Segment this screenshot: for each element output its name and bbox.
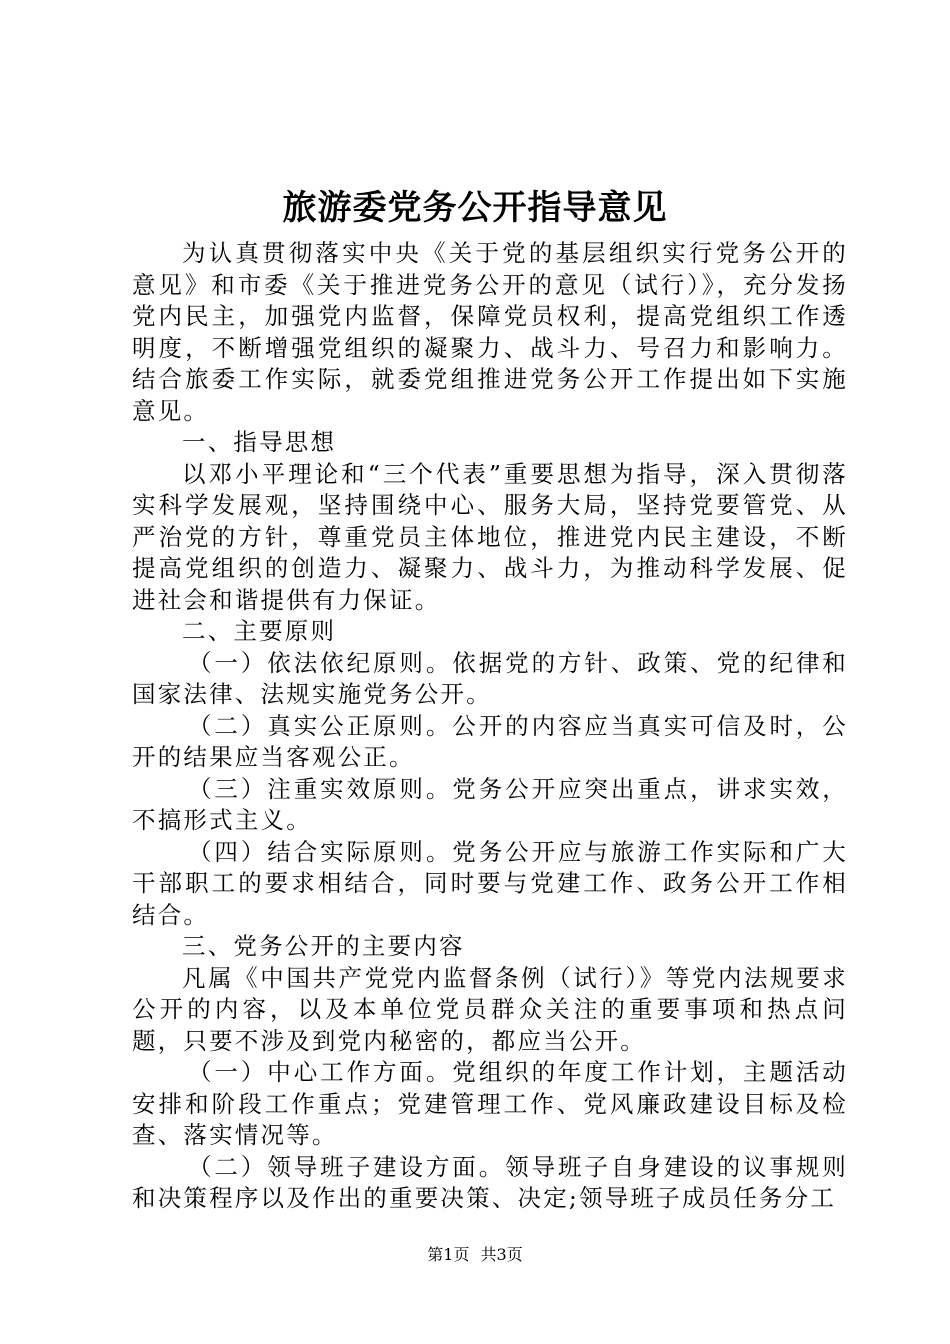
document-title: 旅游委党务公开指导意见 (282, 188, 668, 228)
section-heading-guiding-thought: 一、指导思想 (182, 428, 337, 456)
page-total: 共3页 (480, 1245, 523, 1264)
document-body (132, 238, 848, 1215)
page-footer (0, 1244, 950, 1266)
paragraph-content-1: （一）中心工作方面。党组织的年度工作计划，主题活动安排和阶段工作重点；党建管理工作、党风廉政建设目标及检查、落实情况等。 (132, 1058, 848, 1149)
paragraph-main-content: 凡属《中国共产党党内监督条例（试行）》等党内法规要求公开的内容，以及本单位党员群众关注的重要事项和热点问题，只要不涉及到党内秘密的，都应当公开。 (132, 963, 848, 1055)
paragraph-guiding-thought: 以邓小平理论和“三个代表”重要思想为指导，深入贯彻落实科学发展观，坚持围绕中心、服务大局，坚持党要管党、从严治党的方针，尊重党员主体地位，推进党内民主建设，不断提高党组织的创造力、凝聚力、战斗力，为推动科学发展、促进社会和谐提供有力保证。 (132, 459, 848, 614)
paragraph-principle-4: （四）结合实际原则。党务公开应与旅游工作实际和广大干部职工的要求相结合，同时要与党建工作、政务公开工作相结合。 (132, 837, 848, 929)
page-number: 第1页 (427, 1245, 470, 1264)
paragraph-principle-2: （二）真实公正原则。公开的内容应当真实可信及时，公开的结果应当客观公正。 (132, 711, 848, 771)
paragraph-intro: 为认真贯彻落实中央《关于党的基层组织实行党务公开的意见》和市委《关于推进党务公开的意见（试行）》，充分发扬党内民主，加强党内监督，保障党员权利，提高党组织工作透明度，不断增强党组织的凝聚力、战斗力、号召力和影响力。结合旅委工作实际，就委党组推进党务公开工作提出如下实施意见。 (132, 239, 848, 425)
paragraph-content-2: （二）领导班子建设方面。领导班子自身建设的议事规则和决策程序以及作出的重要决策、决定;领导班子成员任务分工 (132, 1152, 848, 1212)
paragraph-principle-1: （一）依法依纪原则。依据党的方针、政策、党的纪律和国家法律、法规实施党务公开。 (132, 648, 848, 708)
paragraph-principle-3: （三）注重实效原则。党务公开应突出重点，讲求实效，不搞形式主义。 (132, 774, 848, 834)
section-heading-main-content: 三、党务公开的主要内容 (182, 932, 465, 960)
section-heading-main-principles: 二、主要原则 (182, 617, 337, 645)
